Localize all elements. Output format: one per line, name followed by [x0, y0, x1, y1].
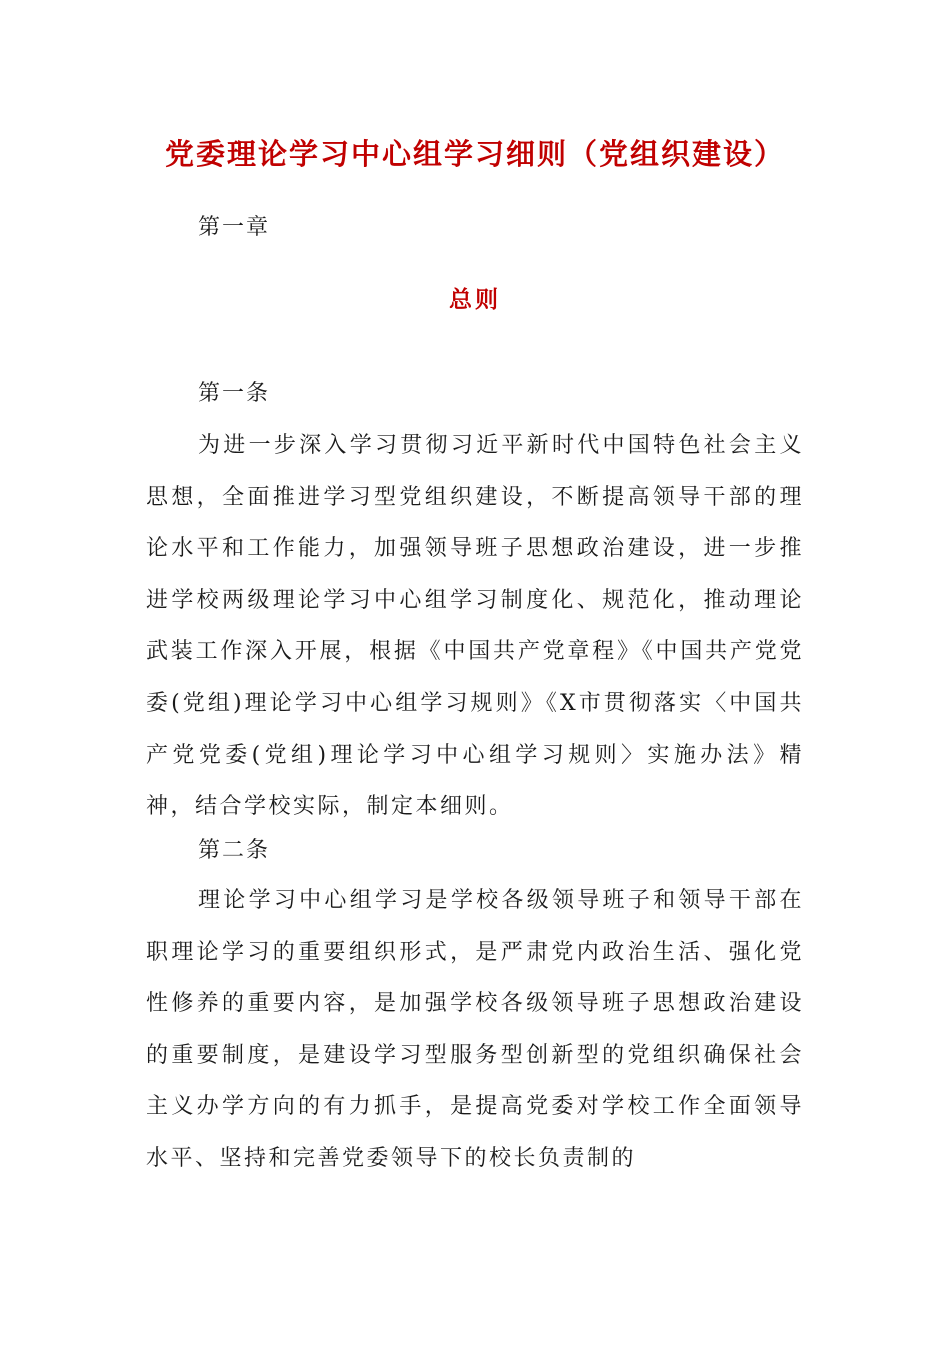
chapter-label: 第一章: [198, 215, 271, 240]
article-label: 第二条: [198, 838, 271, 863]
chapter-heading: 总则: [449, 286, 501, 313]
article-paragraph: 为进一步深入学习贯彻习近平新时代中国特色社会主义思想，全面推进学习型党组织建设，不断提高领导干部的理论水平和工作能力，加强领导班子思想政治建设，进一步推进学校两级理论学习中心组学习制度化、规范化，推动理论武装工作深入开展，根据《中国共产党章程》《中国共产党党委(党组)理论学习中心组学习规则》《X市贯彻落实〈中国共产党党委(党组)理论学习中心组学习规则〉实施办法》精神，结合学校实际，制定本细则。: [146, 433, 804, 820]
article-label: 第一条: [198, 381, 271, 406]
document-title: 党委理论学习中心组学习细则（党组织建设）: [164, 137, 785, 171]
article-paragraph: 理论学习中心组学习是学校各级领导班子和领导干部在职理论学习的重要组织形式，是严肃党内政治生活、强化党性修养的重要内容，是加强学校各级领导班子思想政治建设的重要制度，是建设学习型服务型创新型的党组织确保社会主义办学方向的有力抓手，是提高党委对学校工作全面领导水平、坚持和完善党委领导下的校长负责制的: [146, 888, 804, 1171]
